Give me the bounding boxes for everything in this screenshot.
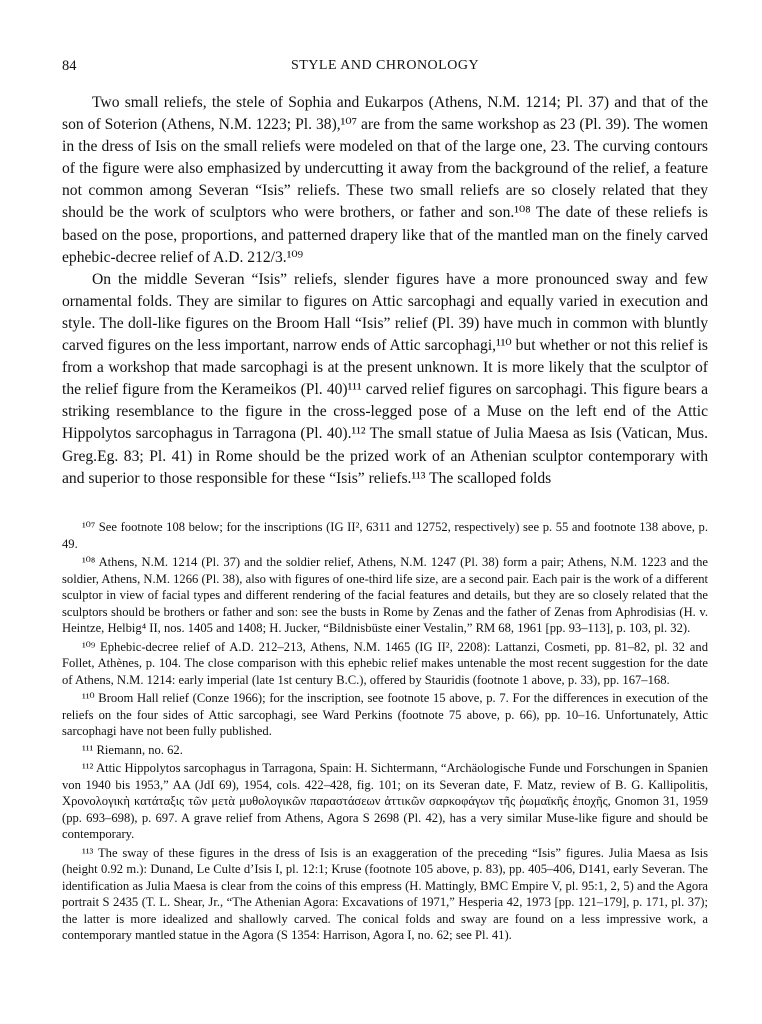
footnote-111: ¹¹¹ Riemann, no. 62.: [82, 742, 183, 757]
footnotes: [62, 519, 708, 946]
running-head: STYLE AND CHRONOLOGY: [290, 58, 480, 73]
page-header: [62, 58, 708, 78]
paragraph: On the middle Severan “Isis” reliefs, slender figures have a more pronounced sway and few ornamental folds. They are similar to figures on Attic sarcophagi and equally varied in execution and style. The doll-like figures on the Broom Hall “Isis” relief (Pl. 39) have much in common with bluntly carved figures on the less important, narrow ends of Attic sarcophagi,¹¹⁰ but whether or not this relief is from a workshop that made sarcophagi is at the present unknown. It is more likely that the sculptor of the relief figure from the Kerameikos (Pl. 40)¹¹¹ carved relief figures on sarcophagi. This figure bears a striking resemblance to the figure in the cross-legged pose of a Muse on the left end of the Attic Hippolytos sarcophagus in Tarragona (Pl. 40).¹¹² The small statue of Julia Maesa as Isis (Vatican, Mus. Greg.Eg. 83; Pl. 41) in Rome should be the prized work of an Athenian sculptor contemporary with and superior to those responsible for these “Isis” reliefs.¹¹³ The scalloped folds: [62, 270, 708, 487]
footnote-109: ¹⁰⁹ Ephebic-decree relief of A.D. 212–213, Athens, N.M. 1465 (IG II², 2208): Lattanzi, Cosmeti, pp. 81–82, pl. 32 and Follet, Athènes, p. 104. The close comparison with this ephebic relief makes untenable the most recent suggestion for the date of Athens, N.M. 1214: early imperial (late 1st century B.C.), offered by Stauridis (footnote 1 above, p. 33), pp. 167–168.: [62, 639, 708, 687]
page-number: 84: [62, 58, 77, 74]
footnote-110: ¹¹⁰ Broom Hall relief (Conze 1966); for the inscription, see footnote 15 above, p. 7. For the differences in execution of the reliefs on the four sides of Attic sarcophagi, see Ward Perkins (footnote 75 above, p. 66), pp. 10–16. Unfortunately, Attic sarcophagi have not been fully published.: [62, 691, 708, 738]
footnote-112: ¹¹² Attic Hippolytos sarcophagus in Tarragona, Spain: H. Sichtermann, “Archäologische Funde und Forschungen in Spanien von 1940 bis 1953,” AA (JdI 69), 1954, cols. 422–428, fig. 101; on its Severan date, F. Matz, review of B. G. Kallipolitis, Χρονολογικὴ κατάταξις τῶν μετὰ μυθολογικῶν παραστάσεων ἀττικῶν σαρκοφάγων τῆς ῥωμαϊκῆς ἐποχῆς, Gnomon 31, 1959 (pp. 693–698), p. 697. A grave relief from Athens, Agora S 2698 (Pl. 42), has a very similar Muse-like figure and should be contemporary.: [62, 761, 708, 841]
main-text: [62, 92, 708, 490]
footnote-107: ¹⁰⁷ See footnote 108 below; for the inscriptions (IG II², 6311 and 12752, respectively) see p. 55 and footnote 138 above, p. 49.: [62, 520, 708, 551]
paragraph: Two small reliefs, the stele of Sophia and Eukarpos (Athens, N.M. 1214; Pl. 37) and that of the son of Soterion (Athens, N.M. 1223; Pl. 38),¹⁰⁷ are from the same workshop as 23 (Pl. 39). The women in the dress of Isis on the small reliefs were modeled on that of the large one, 23. The curving contours of the figure were also emphasized by undercutting it away from the background of the relief, a feature not common among Severan “Isis” reliefs. These two small reliefs are so closely related that they should be the work of sculptors who were brothers, or father and son.¹⁰⁸ The date of these reliefs is based on the pose, proportions, and patterned drapery like that of the mantled man on the finely carved ephebic-decree relief of A.D. 212/3.¹⁰⁹: [62, 94, 708, 266]
footnote-108: ¹⁰⁸ Athens, N.M. 1214 (Pl. 37) and the soldier relief, Athens, N.M. 1247 (Pl. 38) form a pair; Athens, N.M. 1223 and the soldier, Athens, N.M. 1266 (Pl. 38), also with figures of one-third life size, are a second pair. Each pair is the work of a different sculptor in view of facial types and different rendering of the facial features and details, but they are so closely related that the sculptors should be brothers or father and son: see the busts in Rome by Zenas and the father of Zenas from Aphrodisias (H. v. Heintze, Helbig⁴ II, nos. 1405 and 1408; H. Jucker, “Bildnisbüste einer Vestalin,” RM 68, 1961 [pp. 93–113], p. 103, pl. 32).: [62, 555, 708, 635]
footnote-113: ¹¹³ The sway of these figures in the dress of Isis is an exaggeration of the preceding “Isis” figures. Julia Maesa as Isis (height 0.92 m.): Dunand, Le Culte d’Isis I, pl. 12:1; Kruse (footnote 105 above, p. 83), pp. 405–406, D141, early Severan. The identification as Julia Maesa is clear from the coins of this empress (H. Mattingly, BMC Empire V, pl. 95:1, 2, 5) and the Agora portrait S 2435 (T. L. Shear, Jr., “The Athenian Agora: Excavations of 1971,” Hesperia 42, 1973 [pp. 121–179], p. 171, pl. 37); the latter is more idealized and shallowly carved. The conical folds and sway are found on a less impressive work, a contemporary mantled statue in the Agora (S 1354: Harrison, Agora I, no. 62; see Pl. 41).: [62, 845, 708, 942]
